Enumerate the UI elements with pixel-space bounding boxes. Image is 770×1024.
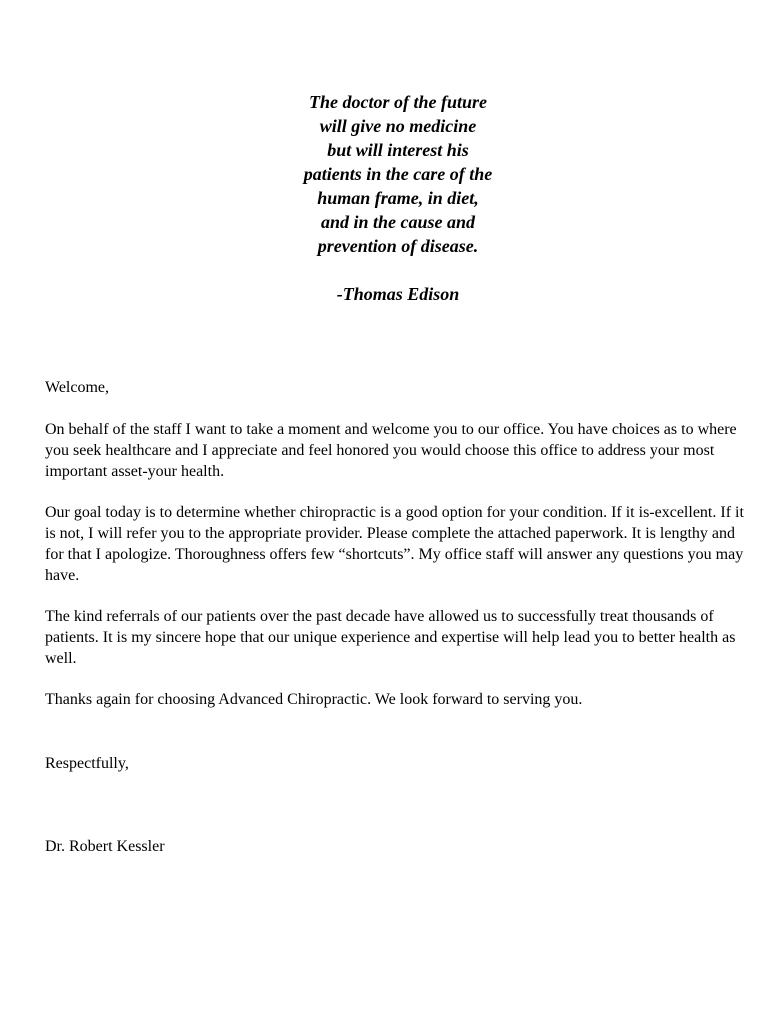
letter-signature: Dr. Robert Kessler — [45, 838, 165, 855]
quote-line: The doctor of the future — [309, 92, 487, 112]
letter-closing: Respectfully, — [45, 755, 129, 772]
quote-line: but will interest his — [327, 140, 469, 160]
welcome-letter — [45, 377, 750, 857]
quote-line: patients in the care of the — [303, 164, 493, 184]
letter-paragraph: Our goal today is to determine whether chiropractic is a good option for your condition. If it is-excellent. If it is not, I will refer you to the appropriate provider. Please complete the attached paperwork. It is lengthy and for that I apologize. Thoroughness offers few “shortcuts”. My office staff will answer any questions you may have. — [45, 504, 744, 584]
quote-line: will give no medicine — [319, 116, 477, 136]
quote-line: and in the cause and — [320, 212, 476, 232]
letter-salutation: Welcome, — [45, 379, 110, 396]
edison-quote — [0, 90, 770, 306]
letter-paragraph: On behalf of the staff I want to take a moment and welcome you to our office. You have choices as to where you seek healthcare and I appreciate and feel honored you would choose this office to address your most important asset-your health. — [45, 421, 737, 480]
quote-line: human frame, in diet, — [317, 188, 479, 208]
quote-line: prevention of disease. — [317, 236, 479, 256]
letter-paragraph: The kind referrals of our patients over the past decade have allowed us to successfully treat thousands of patients. It is my sincere hope that our unique experience and expertise will help lead you to better health as well. — [45, 608, 736, 667]
quote-author: -Thomas Edison — [336, 284, 460, 304]
letter-paragraph: Thanks again for choosing Advanced Chiropractic. We look forward to serving you. — [45, 691, 583, 708]
